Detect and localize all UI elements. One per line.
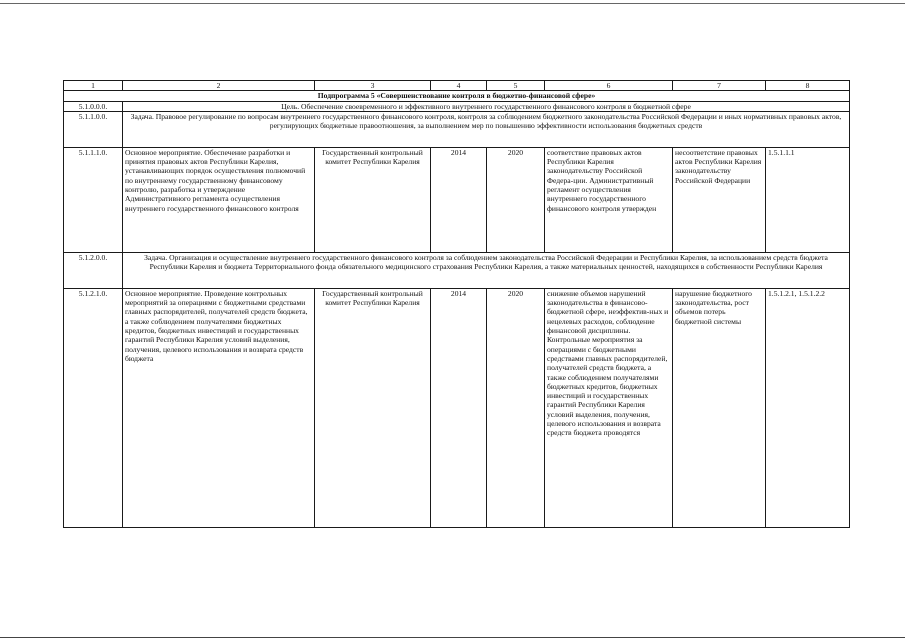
subprogram-title: Подпрограмма 5 «Совершенствование контроля в бюджетно-финансовой сфере» [64,91,850,101]
measure-description: Основное мероприятие. Обеспечение разработки и принятия правовых актов Республики Карелия, устанавливающих порядок осуществления полномочий по внутреннему государственному финансовому контролю, разработка и утверждение Административного регламента осуществления внутреннего государственного финансового контроля [123,147,315,252]
column-number: 6 [545,81,673,91]
measure-executor: Государственный контрольный комитет Республики Карелия [315,288,431,527]
column-number: 2 [123,81,315,91]
column-number: 5 [487,81,545,91]
task-row-2 [64,252,850,288]
column-number: 8 [766,81,850,91]
goal-text: Цель. Обеспечение своевременного и эффективного внутреннего государственного финансового контроля в бюджетной сфере [123,101,850,111]
measure-code: 5.1.1.1.0. [64,147,123,252]
measure-indicator: 1.5.1.1.1 [766,147,850,252]
column-number: 1 [64,81,123,91]
measure-consequence: несоответствие правовых актов Республики Карелия законодательству Российской Федерации [673,147,766,252]
task-code: 5.1.2.0.0. [64,252,123,288]
measure-consequence: нарушение бюджетного законодательства, рост объемов потерь бюджетной системы [673,288,766,527]
task-text: Задача. Организация и осуществление внутреннего государственного финансового контроля за соблюдением законодательства Российской Федерации и Республики Карелия, за использованием средств бюджета Республики Карелия и бюджета Территориального фонда обязательного медицинского страхования Республики Карелия, а также материальных ценностей, находящихся в собственности Республики Карелия [123,252,850,288]
page-bottom-edge [0,637,905,638]
subprogram-title-row [64,91,850,101]
measure-end-year: 2020 [487,147,545,252]
column-number: 3 [315,81,431,91]
measure-start-year: 2014 [431,147,487,252]
measure-description: Основное мероприятие. Проведение контрольных мероприятий за операциями с бюджетными средствами главных распорядителей, получателей средств бюджета, а также соблюдением получателями бюджетных кредитов, бюджетных инвестиций и государственных гарантий Республики Карелия условий выделения, получения, целевого использования и возврата средств бюджета [123,288,315,527]
measure-expected-result: соответствие правовых актов Республики Карелия законодательству Российской Федера-ции. Административный регламент осуществления внутреннего государственного финансового контроля утвержден [545,147,673,252]
task-row-1 [64,111,850,147]
column-number-row [64,81,850,91]
task-code: 5.1.1.0.0. [64,111,123,147]
measure-start-year: 2014 [431,288,487,527]
program-table [63,80,850,528]
measure-row-1 [64,147,850,252]
measure-expected-result: снижение объемов нарушений законодательства в финансово-бюджетной сфере, неэффектив-ных и нецелевых расходов, соблюдение финансовой дисциплины. Контрольные мероприятия за операциями с бюджетными средствами главных распорядителей, получателей средств бюджета, а также соблюдением получателями бюджетных кредитов, бюджетных инвестиций и государственных гарантий Республики Карелия условий выделения, получения, целевого использования и возврата средств бюджета проводятся [545,288,673,527]
column-number: 7 [673,81,766,91]
column-number: 4 [431,81,487,91]
goal-row [64,101,850,111]
measure-code: 5.1.2.1.0. [64,288,123,527]
measure-end-year: 2020 [487,288,545,527]
page-top-edge [0,3,905,4]
measure-row-2 [64,288,850,527]
goal-code: 5.1.0.0.0. [64,101,123,111]
task-text: Задача. Правовое регулирование по вопросам внутреннего государственного финансового контроля, контроля за соблюдением бюджетного законодательства Российской Федерации и иных нормативных правовых актов, регулирующих бюджетные правоотношения, за выполнением мер по повышению эффективности использования бюджетных средств [123,111,850,147]
measure-executor: Государственный контрольный комитет Республики Карелия [315,147,431,252]
measure-indicator: 1.5.1.2.1, 1.5.1.2.2 [766,288,850,527]
